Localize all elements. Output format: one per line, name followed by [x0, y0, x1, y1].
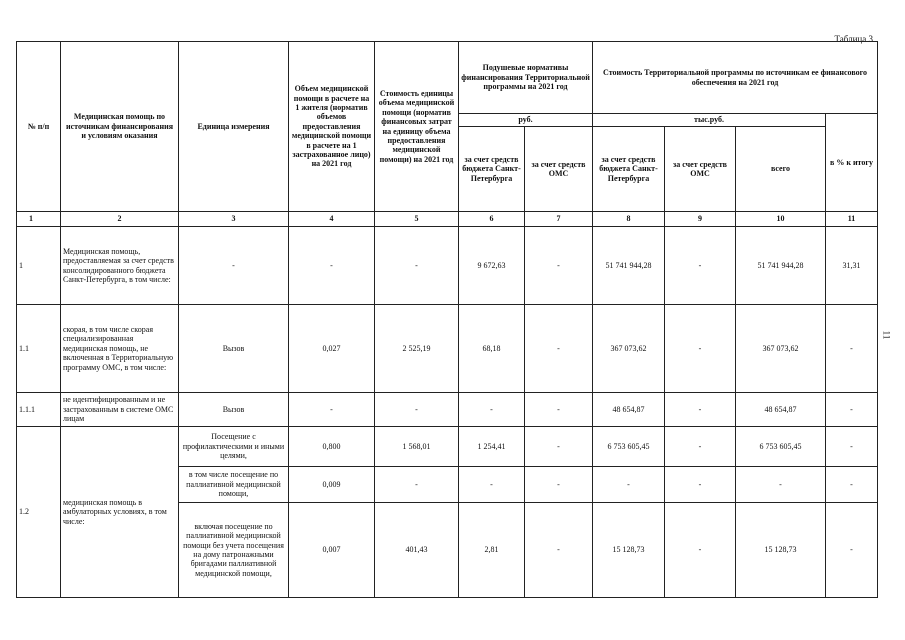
column-number: 11	[826, 212, 878, 227]
column-number: 7	[525, 212, 593, 227]
row-number: 1.2	[17, 427, 61, 598]
row-budget-total: 6 753 605,45	[593, 427, 665, 467]
row-percent: 31,31	[826, 227, 878, 305]
row-oms-per-capita: -	[525, 393, 593, 427]
row-oms-total: -	[665, 305, 736, 393]
header-unit: Единица измерения	[179, 42, 289, 212]
header-budget-per-capita: за счет средств бюджета Санкт-Петербурга	[459, 127, 525, 212]
row-percent: -	[826, 393, 878, 427]
header-care-type: Медицинская помощь по источникам финансирования и условиям оказания	[61, 42, 179, 212]
header-group-cost: Стоимость Территориальной программы по источникам ее финансового обеспечения на 2021 год	[593, 42, 878, 114]
row-unit: -	[179, 227, 289, 305]
row-care-type: не идентифицированным и не застрахованным в системе ОМС лицам	[61, 393, 179, 427]
row-total: 367 073,62	[736, 305, 826, 393]
column-number: 3	[179, 212, 289, 227]
row-unit-cost: -	[375, 467, 459, 503]
column-number: 9	[665, 212, 736, 227]
row-care-type: Медицинская помощь, предоставляемая за счет средств консолидированного бюджета Санкт-Петербурга, в том числе:	[61, 227, 179, 305]
row-oms-total: -	[665, 467, 736, 503]
row-oms-per-capita: -	[525, 427, 593, 467]
row-budget-per-capita: -	[459, 393, 525, 427]
row-oms-per-capita: -	[525, 227, 593, 305]
table-row	[17, 305, 878, 393]
row-percent: -	[826, 467, 878, 503]
column-number: 4	[289, 212, 375, 227]
row-budget-per-capita: 68,18	[459, 305, 525, 393]
row-total: -	[736, 467, 826, 503]
header-oms-total: за счет средств ОМС	[665, 127, 736, 212]
row-unit: Вызов	[179, 305, 289, 393]
row-unit-cost: 2 525,19	[375, 305, 459, 393]
row-unit-cost: -	[375, 227, 459, 305]
row-oms-total: -	[665, 393, 736, 427]
row-unit: Вызов	[179, 393, 289, 427]
header-percent: в % к итогу	[826, 114, 878, 212]
row-unit: включая посещение по паллиативной медицинской помощи без учета посещения на дому патронажными бригадами паллиативной медицинской помощи,	[179, 503, 289, 598]
row-oms-total: -	[665, 427, 736, 467]
column-number: 1	[17, 212, 61, 227]
column-number: 2	[61, 212, 179, 227]
column-number: 5	[375, 212, 459, 227]
column-numbers-row	[17, 212, 878, 227]
row-percent: -	[826, 503, 878, 598]
row-volume: 0,800	[289, 427, 375, 467]
column-number: 10	[736, 212, 826, 227]
row-number: 1.1.1	[17, 393, 61, 427]
row-total: 15 128,73	[736, 503, 826, 598]
row-budget-per-capita: 2,81	[459, 503, 525, 598]
row-oms-per-capita: -	[525, 305, 593, 393]
row-budget-total: 367 073,62	[593, 305, 665, 393]
row-budget-total: 48 654,87	[593, 393, 665, 427]
row-budget-total: 15 128,73	[593, 503, 665, 598]
header-budget-total: за счет средств бюджета Санкт-Петербурга	[593, 127, 665, 212]
row-volume: -	[289, 227, 375, 305]
header-total: всего	[736, 127, 826, 212]
row-total: 6 753 605,45	[736, 427, 826, 467]
row-volume: 0,007	[289, 503, 375, 598]
row-unit-cost: 1 568,01	[375, 427, 459, 467]
row-oms-per-capita: -	[525, 503, 593, 598]
header-group-per-capita: Подушевые нормативы финансирования Территориальной программы на 2021 год	[459, 42, 593, 114]
row-percent: -	[826, 305, 878, 393]
row-oms-total: -	[665, 227, 736, 305]
header-num: № п/п	[17, 42, 61, 212]
table-row	[17, 393, 878, 427]
row-number: 1	[17, 227, 61, 305]
row-budget-total: 51 741 944,28	[593, 227, 665, 305]
table-row	[17, 227, 878, 305]
row-percent: -	[826, 427, 878, 467]
header-unit-rub: руб.	[459, 114, 593, 127]
row-care-type: скорая, в том числе скорая специализированная медицинская помощь, не включенная в Территориальную программу ОМС, в том числе:	[61, 305, 179, 393]
row-unit-cost: -	[375, 393, 459, 427]
row-care-type: медицинская помощь в амбулаторных условиях, в том числе:	[61, 427, 179, 598]
row-unit: в том числе посещение по паллиативной медицинской помощи,	[179, 467, 289, 503]
header-volume: Объем медицинской помощи в расчете на 1 жителя (норматив объемов предоставления медицинской помощи в расчете на 1 застрахованное лицо) на 2021 год	[289, 42, 375, 212]
financing-table	[16, 41, 878, 598]
row-number: 1.1	[17, 305, 61, 393]
header-unit-thousand-rub: тыс.руб.	[593, 114, 826, 127]
row-budget-total: -	[593, 467, 665, 503]
row-total: 48 654,87	[736, 393, 826, 427]
row-total: 51 741 944,28	[736, 227, 826, 305]
table-row	[17, 427, 878, 467]
header-unit-cost: Стоимость единицы объема медицинской помощи (норматив финансовых затрат на единицу объема предоставления медицинской помощи) на 2021 год	[375, 42, 459, 212]
row-oms-per-capita: -	[525, 467, 593, 503]
row-budget-per-capita: 9 672,63	[459, 227, 525, 305]
row-budget-per-capita: -	[459, 467, 525, 503]
row-unit: Посещение с профилактическими и иными целями,	[179, 427, 289, 467]
row-volume: 0,009	[289, 467, 375, 503]
page-number: 11	[881, 330, 892, 340]
column-number: 6	[459, 212, 525, 227]
column-number: 8	[593, 212, 665, 227]
table-caption: Таблица 3	[834, 34, 873, 44]
row-budget-per-capita: 1 254,41	[459, 427, 525, 467]
row-unit-cost: 401,43	[375, 503, 459, 598]
row-oms-total: -	[665, 503, 736, 598]
header-oms-per-capita: за счет средств ОМС	[525, 127, 593, 212]
row-volume: 0,027	[289, 305, 375, 393]
row-volume: -	[289, 393, 375, 427]
